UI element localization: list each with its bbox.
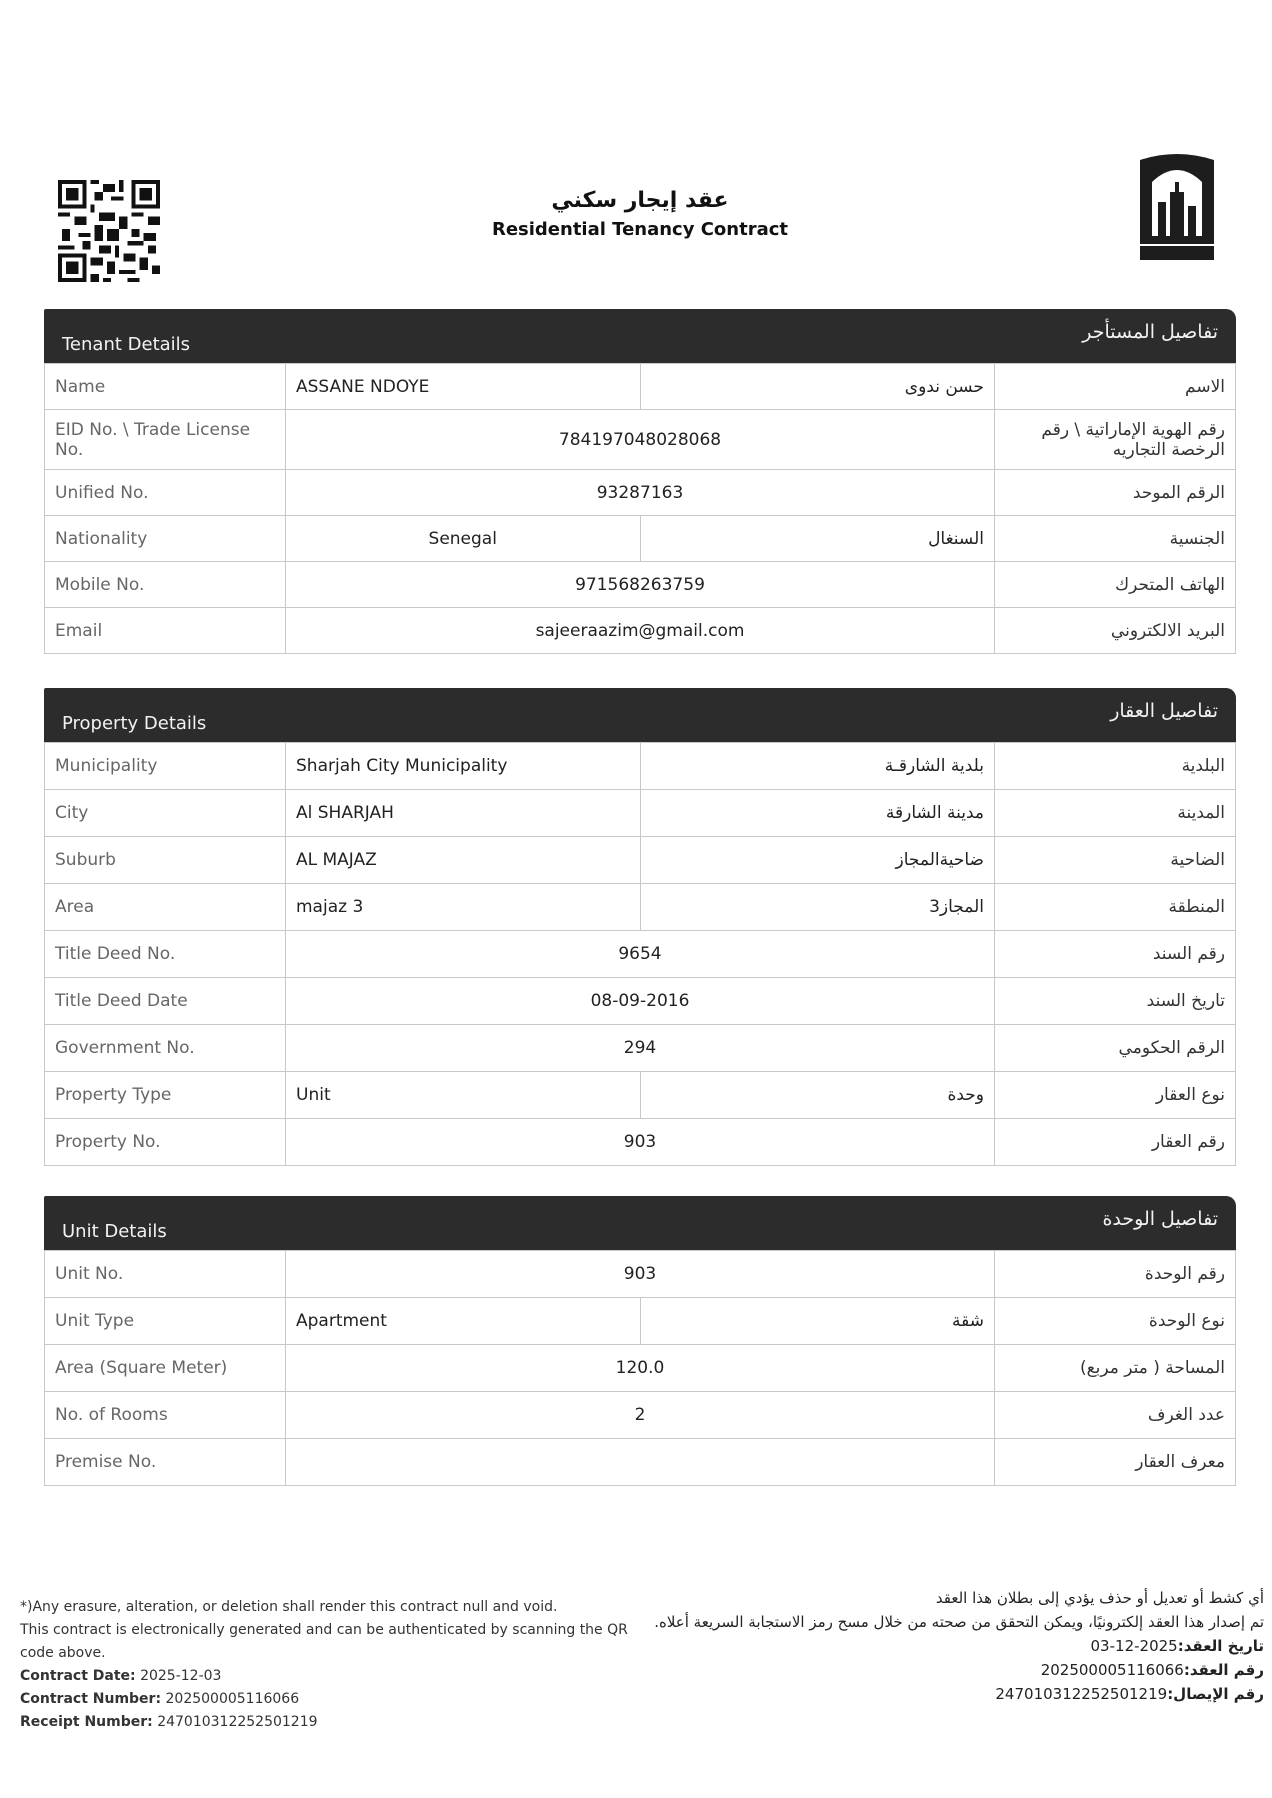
- unit-type-label-ar: نوع الوحدة: [995, 1298, 1236, 1345]
- table-row: [45, 470, 1236, 516]
- property-type-label: Property Type: [45, 1072, 286, 1119]
- contract-number-label-ar: رقم العقد:: [1183, 1661, 1264, 1679]
- contract-number-line-ar: [650, 1658, 1264, 1682]
- property-type-label-ar: نوع العقار: [995, 1072, 1236, 1119]
- deed-no-label-ar: رقم السند: [995, 931, 1236, 978]
- premise-no-label-ar: معرف العقار: [995, 1439, 1236, 1486]
- nationality-en-value: Senegal: [286, 516, 641, 562]
- municipality-en-value: Sharjah City Municipality: [286, 743, 641, 790]
- property-no-label: Property No.: [45, 1119, 286, 1166]
- deed-date-label: Title Deed Date: [45, 978, 286, 1025]
- nationality-label: Nationality: [45, 516, 286, 562]
- area-sqm-label-ar: المساحة ( متر مربع): [995, 1345, 1236, 1392]
- property-details-section: [44, 688, 1236, 1166]
- table-row: [45, 978, 1236, 1025]
- table-row: [45, 1439, 1236, 1486]
- deed-no-label: Title Deed No.: [45, 931, 286, 978]
- receipt-number-line-ar: [650, 1682, 1264, 1706]
- unit-no-value: 903: [286, 1251, 995, 1298]
- unit-type-label: Unit Type: [45, 1298, 286, 1345]
- rooms-label-ar: عدد الغرف: [995, 1392, 1236, 1439]
- unit-details-header: [44, 1196, 1236, 1250]
- email-label-ar: البريد الالكتروني: [995, 608, 1236, 654]
- city-label-ar: المدينة: [995, 790, 1236, 837]
- footer-arabic: [650, 1586, 1264, 1706]
- municipality-label: Municipality: [45, 743, 286, 790]
- contract-number-label: Contract Number:: [20, 1691, 162, 1707]
- receipt-number-line: [20, 1711, 660, 1734]
- table-row: [45, 410, 1236, 470]
- deed-no-value: 9654: [286, 931, 995, 978]
- unit-type-en-value: Apartment: [286, 1298, 641, 1345]
- contract-date-line-ar: [650, 1634, 1264, 1658]
- area-label-ar: المنطقة: [995, 884, 1236, 931]
- contract-number-ar: 202500005116066: [1040, 1661, 1184, 1679]
- mobile-label: Mobile No.: [45, 562, 286, 608]
- eid-label: EID No. \ Trade License No.: [45, 410, 286, 470]
- section-title-ar: تفاصيل العقار: [1110, 700, 1218, 722]
- property-type-ar-value: وحدة: [640, 1072, 995, 1119]
- table-row: [45, 743, 1236, 790]
- contract-date: 2025-12-03: [140, 1668, 222, 1684]
- property-type-en-value: Unit: [286, 1072, 641, 1119]
- rooms-value: 2: [286, 1392, 995, 1439]
- name-en-value: ASSANE NDOYE: [286, 364, 641, 410]
- receipt-number-label: Receipt Number:: [20, 1714, 153, 1730]
- suburb-en-value: AL MAJAZ: [286, 837, 641, 884]
- section-title-en: Unit Details: [62, 1221, 167, 1242]
- contract-date-ar: 2025-12-03: [1090, 1637, 1178, 1655]
- area-label: Area: [45, 884, 286, 931]
- unit-no-label: Unit No.: [45, 1251, 286, 1298]
- unit-details-section: [44, 1196, 1236, 1486]
- table-row: [45, 1298, 1236, 1345]
- contract-date-line: [20, 1665, 660, 1688]
- unit-type-ar-value: شقة: [640, 1298, 995, 1345]
- suburb-label-ar: الضاحية: [995, 837, 1236, 884]
- rooms-label: No. of Rooms: [45, 1392, 286, 1439]
- qr-code: [58, 180, 160, 282]
- receipt-number-ar: 247010312252501219: [995, 1685, 1168, 1703]
- table-row: [45, 931, 1236, 978]
- area-sqm-value: 120.0: [286, 1345, 995, 1392]
- area-en-value: majaz 3: [286, 884, 641, 931]
- government-no-label: Government No.: [45, 1025, 286, 1072]
- area-ar-value: المجاز3: [640, 884, 995, 931]
- authentication-note-ar: تم إصدار هذا العقد إلكترونيًا، ويمكن التحقق من صحته من خلال مسح رمز الاستجابة السريعة أعلاه.: [654, 1613, 1264, 1631]
- unified-label-ar: الرقم الموحد: [995, 470, 1236, 516]
- sharjah-municipality-logo: [1134, 152, 1220, 262]
- table-row: [45, 837, 1236, 884]
- government-no-label-ar: الرقم الحكومي: [995, 1025, 1236, 1072]
- footer-english: [20, 1596, 660, 1734]
- table-row: [45, 1392, 1236, 1439]
- receipt-number-label-ar: رقم الإيصال:: [1167, 1685, 1264, 1703]
- mobile-value: 971568263759: [286, 562, 995, 608]
- deed-date-label-ar: تاريخ السند: [995, 978, 1236, 1025]
- receipt-number: 247010312252501219: [157, 1714, 318, 1730]
- table-row: [45, 1345, 1236, 1392]
- email-value: sajeeraazim@gmail.com: [286, 608, 995, 654]
- table-row: [45, 364, 1236, 410]
- nationality-label-ar: الجنسية: [995, 516, 1236, 562]
- suburb-label: Suburb: [45, 837, 286, 884]
- property-details-header: [44, 688, 1236, 742]
- authentication-note: This contract is electronically generated and can be authenticated by scanning the QR code above.: [20, 1622, 628, 1661]
- property-no-label-ar: رقم العقار: [995, 1119, 1236, 1166]
- property-no-value: 903: [286, 1119, 995, 1166]
- tenant-details-header: [44, 309, 1236, 363]
- city-en-value: Al SHARJAH: [286, 790, 641, 837]
- suburb-ar-value: ضاحيةالمجاز: [640, 837, 995, 884]
- name-label: Name: [45, 364, 286, 410]
- unit-no-label-ar: رقم الوحدة: [995, 1251, 1236, 1298]
- government-no-value: 294: [286, 1025, 995, 1072]
- unified-value: 93287163: [286, 470, 995, 516]
- table-row: [45, 1025, 1236, 1072]
- name-label-ar: الاسم: [995, 364, 1236, 410]
- premise-no-label: Premise No.: [45, 1439, 286, 1486]
- eid-label-ar: رقم الهوية الإماراتية \ رقم الرخصة التجاريه: [995, 410, 1236, 470]
- premise-no-value: [286, 1439, 995, 1486]
- tenant-details-table: [44, 363, 1236, 654]
- contract-date-label-ar: تاريخ العقد:: [1177, 1637, 1264, 1655]
- area-sqm-label: Area (Square Meter): [45, 1345, 286, 1392]
- table-row: [45, 1072, 1236, 1119]
- section-title-en: Property Details: [62, 713, 207, 734]
- unified-label: Unified No.: [45, 470, 286, 516]
- title-english: Residential Tenancy Contract: [491, 219, 789, 240]
- title-arabic: عقد إيجار سكني: [551, 188, 729, 213]
- eid-value: 784197048028068: [286, 410, 995, 470]
- contract-date-label: Contract Date:: [20, 1668, 136, 1684]
- table-row: [45, 1119, 1236, 1166]
- disclaimer-line-ar: أي كشط أو تعديل أو حذف يؤدي إلى بطلان هذا العقد: [935, 1589, 1264, 1607]
- municipality-label-ar: البلدية: [995, 743, 1236, 790]
- table-row: [45, 1251, 1236, 1298]
- section-title-ar: تفاصيل الوحدة: [1102, 1208, 1218, 1230]
- table-row: [45, 516, 1236, 562]
- contract-number-line: [20, 1688, 660, 1711]
- unit-details-table: [44, 1250, 1236, 1486]
- tenant-details-section: [44, 309, 1236, 654]
- deed-date-value: 08-09-2016: [286, 978, 995, 1025]
- municipality-ar-value: بلدية الشارقـة: [640, 743, 995, 790]
- nationality-ar-value: السنغال: [640, 516, 995, 562]
- section-title-en: Tenant Details: [62, 334, 191, 355]
- disclaimer-line: *)Any erasure, alteration, or deletion shall render this contract null and void.: [20, 1599, 558, 1615]
- city-ar-value: مدينة الشارقة: [640, 790, 995, 837]
- document-title: [420, 188, 860, 240]
- table-row: [45, 790, 1236, 837]
- city-label: City: [45, 790, 286, 837]
- contract-number: 202500005116066: [165, 1691, 300, 1707]
- table-row: [45, 884, 1236, 931]
- section-title-ar: تفاصيل المستأجر: [1082, 321, 1218, 343]
- table-row: [45, 608, 1236, 654]
- mobile-label-ar: الهاتف المتحرك: [995, 562, 1236, 608]
- name-ar-value: حسن ندوى: [640, 364, 995, 410]
- property-details-table: [44, 742, 1236, 1166]
- table-row: [45, 562, 1236, 608]
- email-label: Email: [45, 608, 286, 654]
